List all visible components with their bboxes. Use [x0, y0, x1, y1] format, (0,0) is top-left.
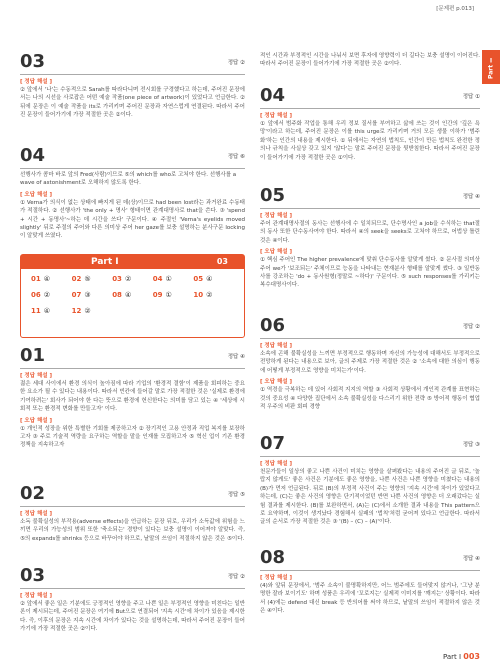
answer-key-item [193, 291, 234, 299]
answer-key-choice: ④ [124, 291, 132, 299]
question-05 [260, 186, 480, 290]
section-label: [ 정답 해설 ] [20, 511, 53, 517]
answer-label: 정답 ④ [462, 194, 480, 200]
question-number: 02 [20, 483, 46, 504]
answer-key-choice: ② [84, 307, 91, 315]
answer-key-choice: ④ [43, 275, 51, 283]
question-number: 07 [260, 433, 286, 454]
section-label: [ 정답 해설 ] [260, 113, 293, 119]
divider [20, 74, 245, 75]
question-number: 03 [20, 565, 46, 586]
answer-label: 정답 ④ [227, 354, 245, 360]
answer-label: 정답 ② [227, 60, 245, 66]
section-label: [ 정답 해설 ] [260, 461, 293, 467]
question-number: 04 [20, 145, 46, 166]
explanation-text: ① Verna가 의식이 없는 상태에 빠지게 된 데(상)이므로 had been lost라는 과거완료 수동태가 적절하다. ② 선행사가 'the only + 명사' 형태이면 관계대명사로 that을 쓴다. ③ 'spend + 시간 + 동명사'~하는 데 시간을 쓰다' 구문이다. ④ 주절인 'Verna's eyelids moved slightly' 뒤로 주절의 주어와 다른 의미상 주어 her gaze를 보충 설명하는 분사구문 locking이 알맞게 쓰였다. [20, 199, 245, 240]
answer-key-number: 06 [31, 291, 41, 299]
answer-key-number: 10 [193, 291, 204, 299]
section-label: [ 정답 해설 ] [20, 79, 53, 85]
answer-key-number: 05 [193, 275, 204, 283]
answer-key-choice: ② [43, 291, 51, 299]
divider [260, 208, 480, 209]
answer-key-item [72, 291, 113, 299]
question-03 [20, 52, 245, 120]
answer-key-item [112, 291, 153, 299]
section-label: [ 정답 해설 ] [20, 373, 53, 379]
question-03-continued [260, 52, 480, 69]
answer-key-item [31, 275, 72, 283]
question-02 [20, 484, 245, 543]
answer-key-item [153, 275, 194, 283]
answer-key-number: 12 [71, 307, 82, 315]
answer-key-number: 07 [71, 291, 82, 299]
answer-label: 정답 ① [462, 94, 480, 100]
part-side-tab: Part Ⅰ [482, 50, 500, 84]
question-08 [260, 548, 480, 616]
question-04 [20, 146, 245, 241]
explanation-text: ② 앞에서 좋은 일은 기분에도 긍정적인 영향을 주고 나쁜 일은 부정적인 영향을 미친다는 일반론이 제시되는데, 주어진 문장은 여기에 But으로 연결되어 '지속 시간'에 차이가 있음을 제시한다. 즉, 이후의 문장은 지속 시간에 차이가 있다는 것을 설명하는데, 따라서 주어진 문장이 들어가기에 가장 적절한 곳은 ②이다. [20, 601, 245, 633]
question-number: 08 [260, 547, 286, 568]
question-07 [260, 434, 480, 527]
explanation-text: 젊은 세대 사이에서 환경 의식이 높아짐에 따라 기업의 '환경적 결함'이 제품을 회피하는 중요한 요소가 될 수 있다는 내용이다. 따라서 빈칸에 들어갈 말로 가장 적절한 것은 '실제로 환경에 기여하려는' 회사가 되어야 한 다는 뜻으로 환경에 헌신한다는 의미를 담고 있는 ④ '세상에 시회적 또는 환경적 변화를 만들고자' 이다. [20, 381, 245, 413]
answer-label: 정답 ④ [462, 556, 480, 562]
answer-key-item [72, 275, 113, 283]
answer-key-number: 08 [112, 291, 122, 299]
question-number: 03 [20, 51, 46, 72]
explanation-text: 소속에 곤해 불확실성을 느끼면 부정적으로 행동하며 자신의 가능성에 대해서도 부정적으로 전망하게 된다는 내용으로 보아, 글의 주제로 가장 적절한 것은 ② '소속에 대한 의심이 행동에 어떻게 부정적으로 영향을 미치는가'이다. [260, 351, 480, 374]
answer-key-choice: ① [165, 291, 172, 299]
page-footer [443, 652, 480, 661]
page-ref: [문제편 p.013] [436, 6, 474, 12]
section-label: [ 정답 해설 ] [20, 593, 53, 599]
answer-label: 정답 ③ [462, 442, 480, 448]
explanation-text: ① 역경을 극복하는 데 있어 사회적 지지의 역할 ③ 사회적 상황에서 개인적 관계를 표현하는 것의 중요성 ④ 다양한 집단에서 소속 불확실성을 다스리기 위한 전략 ⑤ 방어적 행동이 협업적 우주의 비판 회피 경향 [260, 387, 480, 411]
section-label: [ 오답 해설 ] [20, 191, 53, 198]
question-number: 06 [260, 315, 286, 336]
section-label: [ 정답 해설 ] [260, 575, 293, 581]
answer-key-number: 09 [152, 291, 163, 299]
answer-key-number: 02 [71, 275, 82, 283]
answer-key-choice: ④ [206, 275, 213, 283]
answer-key-part: Part Ⅰ [91, 257, 119, 267]
question-number: 01 [20, 345, 46, 366]
answer-key-number: 01 [31, 275, 41, 283]
answer-key-page: 03 [216, 257, 228, 266]
divider [20, 588, 245, 589]
section-label: [ 오답 해설 ] [260, 379, 293, 386]
explanation-text: ① 앞에서 범주화 작업을 통해 우리 정보 질서를 부여하고 삶에 쓰는 것이 인간의 '깊은 욕망'이라고 하는데, 주어진 문장은 이를 this urge로 가리키며 거의 모든 생물 이하가 '범주화'하는 인간의 내용을 제시한다. ① 뒤에서는 자연의 법칙도, 인간이 만든 법칙도 완전한 정의나 규칙을 사실상 갖고 있지 '않다'는 말로 주어진 문장을 뒷받침한다. 따라서 주어진 문장이 들어가기에 가장 적절한 곳은 ①이다. [260, 121, 480, 161]
answer-key-item [153, 291, 194, 299]
divider [260, 108, 480, 109]
answer-label: 정답 ② [227, 574, 245, 580]
answer-key-title [21, 255, 244, 269]
explanation-text: ① 핵심 주어인 The higher prevalence에 맞춰 단수동사를 알맞게 썼다. ② 문사절 의미상 주어 we가 '보조되는' 주체이므로 능동을 나타내는 현재분사 형태를 알맞게 썼다. ③ 일반동사를 강조하는 'do + 동사원형(정말로 ~하다)' 구문이다. ⑤ such responses를 가리키는 복수대명사이다. [260, 257, 480, 289]
explanation-text: (4)와 앞뒤 문장에서, '범주 소속이 불명확하지만, 어느 범주에도 들어맞지 않거나, '그냥 분명한 잘라 보이기도' 하며 성품은 우리에 '꼬로지는' 실제적 이미지를 '깨지는' 상황이다. 따라서 (4)에는 defend 대신 break 등 반의어를 써야 하므로, 낱말의 쓰임이 적절하지 않은 것은 ④이다. [260, 583, 480, 615]
footer-part: Part Ⅰ [442, 653, 462, 661]
section-label: [ 정답 해설 ] [260, 213, 293, 219]
question-04 [260, 86, 480, 162]
explanation-text: 적인 시간과 부정적인 시간을 나눠서 보면 후자에 영향력이 더 길다는 보충 설명이 이어진다. 따라서 주어진 문장이 들어가기에 가장 적절한 곳은 ②이다. [260, 53, 480, 68]
divider [20, 506, 245, 507]
answer-key-item [193, 275, 234, 283]
explanation-text: ① 개인적 성장을 위한 특별한 기회를 제공하고자 ② 장기적인 고용 안정과 직업 복지를 보장하고자 ③ 주로 기술적 역량을 요구하는 역할을 맡을 인재를 모집하고자 ⑤ 혁신 업이 기존 환경 정책을 지속하고자 [20, 425, 245, 449]
answer-key-item [112, 275, 153, 283]
answer-key-grid [21, 269, 244, 315]
section-label: [ 오답 해설 ] [20, 417, 53, 424]
section-label: [ 오답 해설 ] [260, 249, 293, 256]
explanation-text: 주어 관계대명사절의 동사는 선행사에 수 일치되므로, 단수명사인 a job을 수식하는 that절의 동사 또한 단수동사여야 한다. 따라서 ④의 seek을 seeks로 고쳐야 하므로, 어법상 틀린 것은 ④이다. [260, 221, 480, 244]
footer-page-number: 003 [463, 652, 480, 661]
answer-key-choice: ⑤ [84, 275, 91, 283]
divider [260, 570, 480, 571]
answer-key-choice: ② [124, 275, 132, 283]
answer-key-choice: ① [165, 275, 172, 283]
answer-key-number: 04 [152, 275, 163, 283]
explanation-text: 소독 불확실성의 부작용(adverse effects)을 언급하는 문장 뒤로, 우리가 소득값에 위험을 느끼면 우리의 가능성의 범위 또한 '축소되는' 경향이 있다는 보충 설명이 이어져야 알맞다. 즉, ⑤의 expands를 shrinks 등으로 바꾸어야 하므로, 낱말의 쓰임이 적절하지 않은 것은 ⑤이다. [20, 519, 245, 542]
answer-key-number: 11 [31, 307, 41, 315]
divider [20, 168, 245, 169]
answer-key-choice: ③ [84, 291, 91, 299]
divider [260, 456, 480, 457]
question-number: 04 [260, 85, 286, 106]
answer-label: 정답 ⑥ [227, 154, 245, 160]
question-03b [20, 566, 245, 634]
answer-key-choice: ② [206, 291, 213, 299]
divider [20, 368, 245, 369]
answer-key-item [31, 291, 72, 299]
question-01 [20, 346, 245, 450]
answer-key-item [72, 307, 113, 315]
explanation-text: 천문가들이 일상의 좋고 나쁜 사건이 미치는 영향을 살펴봤다는 내용의 주어진 글 뒤로, '놀랍지 않게도' 좋은 사건은 기분에도 좋은 영향을, 나쁜 사건은 나쁜 영향을 미쳤다는 내용의 (B)가 먼저 언급된다. 뒤로 (B)의 부정적 사건이 주는 영향의 '지속 시간'에 차이가 있었다고 하는데, (C)는 좋은 사건의 영향은 단기적이었던 반면 나쁜 사건의 영향은 더 오래갔다는 실험 결과를 제시한다. (B)를 보완하면서, (A)는 (C)에서 소개한 결과 내용을 This pattern으로 요약하며, 이것이 생겨났다 경험해서 실패의 '법칙'처럼 굳어져 있다고 언급한다. 따라서 글의 순서로 가장 적절한 것은 ③ '(B) – (C) – (A)'이다. [260, 469, 480, 526]
divider [260, 338, 480, 339]
answer-key-number: 03 [112, 275, 122, 283]
explanation-text: ② 앞에서 '나'는 수동적으로 Sarah를 따라다니며 전시회를 구경했다고 하는데, 주어진 문장에서는 나의 시선을 사로잡은 어떤 예술 작품(one piece of artwork)이 있었다고 언급한다. ② 뒤에 문장은 이 예술 작품을 its로 가리키며 주어진 문장과 자연스럽게 연결된다. 따라서 주어진 문장이 들어가기에 가장 적절한 곳은 ②이다. [20, 87, 245, 119]
answer-label: 정답 ② [462, 324, 480, 330]
answer-key-box [20, 254, 245, 338]
section-label: [ 정답 해설 ] [260, 343, 293, 349]
question-number: 05 [260, 185, 286, 206]
answer-key-item [31, 307, 72, 315]
answer-label: 정답 ⑤ [227, 492, 245, 498]
question-06 [260, 316, 480, 411]
intro-text: 선행사가 콤마 바로 앞의 Fred(사람)이므로 ⑤의 which를 who로 고쳐야 한다. 선행사를 a wave of astonishment로 오해하지 않도록 한다. [20, 172, 237, 187]
answer-key-choice: ④ [43, 307, 51, 315]
